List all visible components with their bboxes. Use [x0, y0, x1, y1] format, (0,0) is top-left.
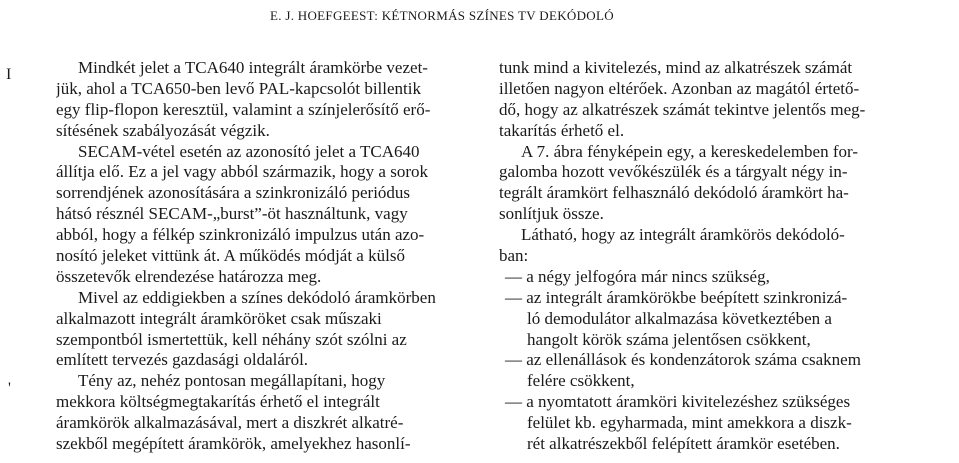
- list-item: — az ellenállások és kondenzátorok száma csaknem: [505, 350, 861, 370]
- text-line: mekkora költségmegtakarítás érhető el integrált: [56, 392, 380, 412]
- text-line: hátsó résznél SECAM-„burst”-öt használtunk, vagy: [56, 204, 408, 224]
- text-line: összetevők elrendezése határozza meg.: [56, 266, 322, 286]
- text-line: Tény az, nehéz pontosan megállapítani, hogy: [78, 371, 386, 391]
- margin-mark-top: I: [6, 66, 12, 83]
- list-item: — az integrált áramkörökbe beépített szinkronizá-: [505, 287, 848, 307]
- text-line: dő, hogy az alkatrészek számát tekintve jelentős meg-: [499, 99, 866, 119]
- list-item-continuation: rét alkatrészekből felépített áramkör esetében.: [527, 434, 840, 454]
- text-line: sorrendjének azonosítására a szinkronizáló periódus: [56, 183, 411, 203]
- text-line: A 7. ábra fényképein egy, a kereskedelemben for-: [521, 141, 858, 161]
- text-line: alkalmazott integrált áramköröket csak műszaki: [56, 308, 382, 328]
- text-line: szempontból ismertettük, kell néhány szót szólni az: [56, 329, 407, 349]
- text-line: galomba hozott vevőkészülék és a tárgyalt négy in-: [499, 162, 848, 182]
- text-line: nosító jeleket vittünk át. A működés módját a külső: [56, 246, 405, 266]
- list-item-continuation: ló demodulátor alkalmazása következtében a: [527, 308, 832, 328]
- text-line: sonlítjuk össze.: [499, 204, 604, 224]
- text-line: tunk mind a kivitelezés, mind az alkatrészek számát: [499, 58, 853, 77]
- text-line: ban:: [499, 246, 529, 266]
- text-line: említett tervezés gazdasági oldaláról.: [56, 350, 309, 370]
- list-item-continuation: hangolt körök száma jelentősen csökkent,: [527, 329, 811, 349]
- text-line: sítésének szabályozását végzik.: [56, 120, 270, 140]
- right-column: [499, 58, 919, 455]
- list-item: — a négy jelfogóra már nincs szükség,: [505, 266, 770, 286]
- list-item: — a nyomtatott áramköri kivitelezéshez szükséges: [505, 392, 851, 412]
- text-line: takarítás érhető el.: [499, 120, 625, 140]
- text-line: Mivel az eddigiekben a színes dekódoló áramkörben: [78, 287, 436, 307]
- running-header: E. J. HOEFGEEST: KÉTNORMÁS SZÍNES TV DEKÓDOLÓ: [270, 8, 614, 23]
- text-line: SECAM-vétel esetén az azonosító jelet a TCA640: [78, 141, 420, 161]
- text-line: egy flip-flopon keresztül, valamint a színjelerősítő erő-: [56, 99, 431, 119]
- text-line: Látható, hogy az integrált áramkörös dekódoló-: [521, 225, 845, 245]
- list-item-continuation: felület kb. egyharmada, mint amekkora a diszk-: [527, 413, 852, 433]
- text-line: szekből megépített áramkörök, amelyekhez hasonlí-: [56, 434, 411, 454]
- list-item-continuation: felére csökkent,: [527, 371, 635, 391]
- text-line: illetően nagyon eltérőek. Azonban az magától értető-: [499, 78, 860, 98]
- text-line: abból, hogy a félkép szinkronizáló impulzus után azo-: [56, 225, 425, 245]
- margin-mark-bottom: ': [8, 380, 11, 397]
- text-line: állítja elő. Ez a jel vagy abból származik, hogy a sorok: [56, 162, 428, 182]
- text-line: tegrált áramkört felhasználó dekódoló áramkört ha-: [499, 183, 849, 203]
- text-line: jük, ahol a TCA650-ben levő PAL-kapcsolót billentik: [56, 78, 421, 98]
- text-line: Mindkét jelet a TCA640 integrált áramkörbe vezet-: [78, 58, 428, 77]
- left-column: [56, 58, 456, 455]
- text-line: áramkörök alkalmazásával, mert a diszkrét alkatré-: [56, 413, 404, 433]
